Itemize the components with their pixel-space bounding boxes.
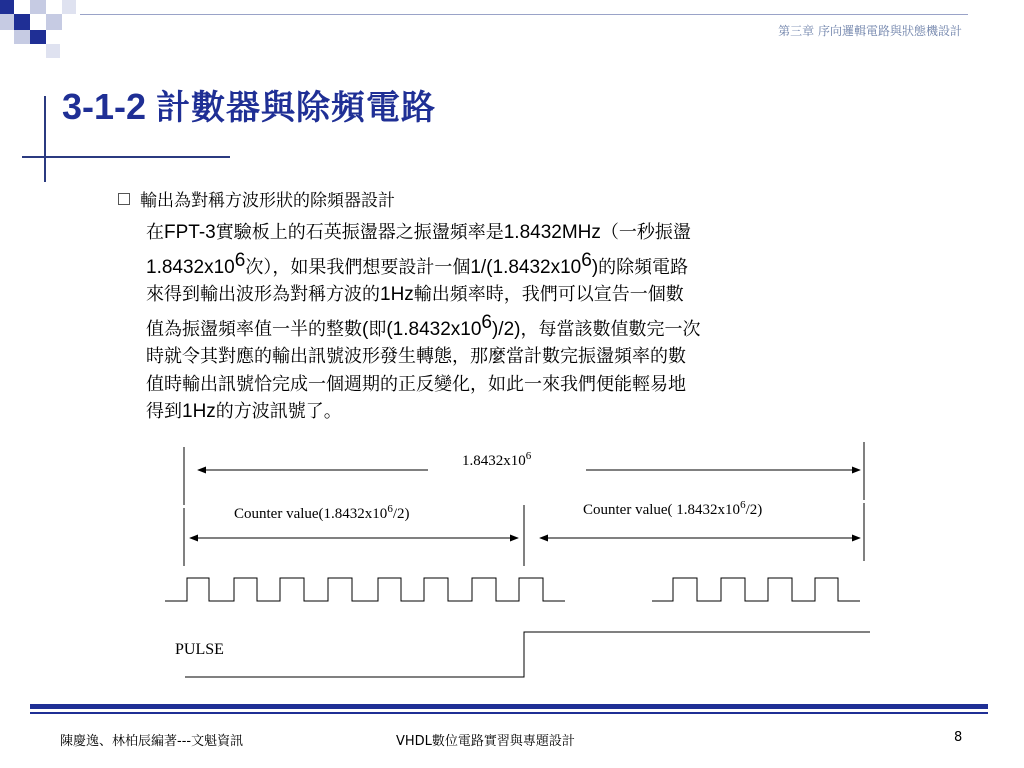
clock-waveform-left: [165, 578, 565, 601]
para-line-1: 在FPT-3實驗板上的石英振盪器之振盪頻率是1.8432MHz（一秒振盪: [146, 222, 691, 243]
title-number: 3-1-2: [62, 86, 147, 127]
period-label: $1.8432x10^6$: [462, 450, 532, 469]
footer-rule-thick: [30, 704, 988, 709]
para-line-3: 來得到輸出波形為對稱方波的1Hz輸出頻率時，我們可以宣告一個數: [146, 284, 684, 305]
counter-right-label: Counter value( $1.8432x10^6/2$): [583, 499, 763, 518]
pulse-label: PULSE: [175, 641, 224, 658]
bullet-text: 輸出為對稱方波形狀的除頻器設計: [140, 191, 395, 211]
counter-left-label: Counter $value(1.8432x10^6/2)$: [234, 503, 410, 522]
para-line-7: 得到1Hz的方波訊號了。: [146, 401, 342, 422]
footer-authors: 陳慶逸、林柏辰編著---文魁資訊: [60, 734, 244, 749]
footer-book-title: VHDL數位電路實習與專題設計: [396, 734, 575, 749]
pulse-waveform: [185, 632, 870, 677]
clock-waveform-right: [652, 578, 860, 601]
page-number: 8: [954, 730, 963, 745]
title-text: 計數器與除頻電路: [156, 88, 437, 128]
footer-rule-thin: [30, 712, 988, 714]
para-line-4: 值為振盪頻率值一半的整數(即$(1.8432x10^6)/2$)，每當該數值數完一次: [146, 311, 701, 340]
para-line-2: $1.8432x10^6$次），如果我們想要設計一個$1/(1.8432x10^6)$的除頻電路: [146, 249, 689, 278]
chapter-title: 第三章 序向邏輯電路與狀態機設計: [778, 24, 962, 38]
para-line-5: 時就令其對應的輸出訊號波形發生轉態，那麼當計數完振盪頻率的數: [146, 346, 686, 367]
para-line-6: 值時輸出訊號恰完成一個週期的正反變化，如此一來我們便能輕易地: [146, 373, 686, 395]
